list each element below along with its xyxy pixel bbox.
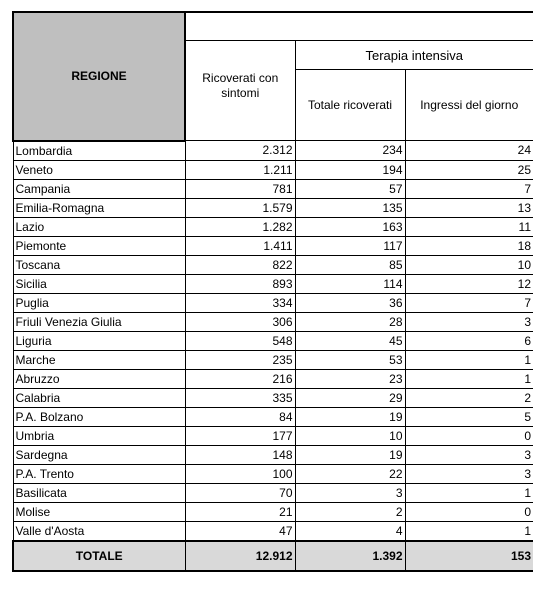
ingressi-cell: 5 [405,407,533,426]
table-row [13,426,533,445]
region-cell: Toscana [13,255,185,274]
region-cell: Valle d'Aosta [13,521,185,541]
table-row [13,483,533,502]
ingressi-cell: 13 [405,198,533,217]
terapia-totale-cell: 53 [295,350,405,369]
terapia-totale-cell: 23 [295,369,405,388]
region-cell: Basilicata [13,483,185,502]
ingressi-cell: 3 [405,464,533,483]
region-cell: Sicilia [13,274,185,293]
table-row [13,236,533,255]
ingressi-cell: 11 [405,217,533,236]
total-label: TOTALE [13,541,185,571]
ricoverati-cell: 70 [185,483,295,502]
terapia-totale-cell: 85 [295,255,405,274]
regional-hospital-table [12,11,533,572]
terapia-totale-cell: 10 [295,426,405,445]
table-row [13,350,533,369]
terapia-totale-cell: 234 [295,141,405,161]
terapia-totale-cell: 163 [295,217,405,236]
terapia-totale-cell: 2 [295,502,405,521]
region-cell: Friuli Venezia Giulia [13,312,185,331]
ingressi-cell: 3 [405,445,533,464]
ingressi-cell: 3 [405,312,533,331]
ricoverati-cell: 235 [185,350,295,369]
region-cell: Umbria [13,426,185,445]
region-cell: Puglia [13,293,185,312]
column-header-ricoverati: Ricoverati con sintomi [185,41,295,141]
total-terapia-totale: 1.392 [295,541,405,571]
table-body [13,141,533,541]
table-row [13,445,533,464]
total-row [13,541,533,571]
ricoverati-cell: 822 [185,255,295,274]
terapia-totale-cell: 36 [295,293,405,312]
table-row [13,160,533,179]
table-row [13,255,533,274]
terapia-totale-cell: 19 [295,445,405,464]
table-row [13,502,533,521]
ricoverati-cell: 2.312 [185,141,295,161]
terapia-totale-cell: 114 [295,274,405,293]
terapia-totale-cell: 28 [295,312,405,331]
region-cell: Sardegna [13,445,185,464]
region-cell: Liguria [13,331,185,350]
table-row [13,198,533,217]
region-cell: P.A. Bolzano [13,407,185,426]
ingressi-cell: 6 [405,331,533,350]
ingressi-cell: 0 [405,502,533,521]
ricoverati-cell: 548 [185,331,295,350]
table-row [13,312,533,331]
ingressi-cell: 7 [405,179,533,198]
table-row [13,331,533,350]
column-header-totale-ricoverati: Totale ricoverati [295,70,405,141]
table-row [13,464,533,483]
regional-data-sheet [12,11,532,572]
ricoverati-cell: 781 [185,179,295,198]
terapia-totale-cell: 29 [295,388,405,407]
ingressi-cell: 18 [405,236,533,255]
table-row [13,369,533,388]
terapia-totale-cell: 57 [295,179,405,198]
table-row [13,217,533,236]
region-cell: Lazio [13,217,185,236]
terapia-totale-cell: 135 [295,198,405,217]
ingressi-cell: 24 [405,141,533,161]
ricoverati-cell: 1.579 [185,198,295,217]
ricoverati-cell: 216 [185,369,295,388]
ricoverati-cell: 334 [185,293,295,312]
table-row [13,293,533,312]
region-cell: Campania [13,179,185,198]
ricoverati-cell: 177 [185,426,295,445]
ricoverati-cell: 148 [185,445,295,464]
ingressi-cell: 2 [405,388,533,407]
region-cell: Veneto [13,160,185,179]
ricoverati-cell: 1.282 [185,217,295,236]
ricoverati-cell: 84 [185,407,295,426]
region-cell: Emilia-Romagna [13,198,185,217]
ricoverati-cell: 1.211 [185,160,295,179]
terapia-totale-cell: 194 [295,160,405,179]
terapia-totale-cell: 117 [295,236,405,255]
table-row [13,274,533,293]
ingressi-cell: 25 [405,160,533,179]
terapia-totale-cell: 4 [295,521,405,541]
ingressi-cell: 10 [405,255,533,274]
terapia-totale-cell: 19 [295,407,405,426]
ingressi-cell: 1 [405,369,533,388]
ingressi-cell: 7 [405,293,533,312]
region-cell: Molise [13,502,185,521]
ingressi-cell: 0 [405,426,533,445]
region-cell: Lombardia [13,141,185,161]
ingressi-cell: 1 [405,350,533,369]
ricoverati-cell: 306 [185,312,295,331]
table-row [13,407,533,426]
region-cell: P.A. Trento [13,464,185,483]
region-cell: Calabria [13,388,185,407]
region-cell: Piemonte [13,236,185,255]
table-row [13,388,533,407]
ricoverati-cell: 893 [185,274,295,293]
terapia-totale-cell: 22 [295,464,405,483]
column-header-region: REGIONE [13,12,185,141]
ricoverati-cell: 100 [185,464,295,483]
ricoverati-cell: 335 [185,388,295,407]
ricoverati-cell: 47 [185,521,295,541]
total-ingressi: 153 [405,541,533,571]
ricoverati-cell: 21 [185,502,295,521]
table-row [13,179,533,198]
ricoverati-cell: 1.411 [185,236,295,255]
terapia-totale-cell: 3 [295,483,405,502]
table-row [13,521,533,541]
group-header-terapia-intensiva: Terapia intensiva [295,41,533,70]
ingressi-cell: 12 [405,274,533,293]
column-header-ingressi: Ingressi del giorno [405,70,533,141]
total-ricoverati: 12.912 [185,541,295,571]
region-cell: Marche [13,350,185,369]
ingressi-cell: 1 [405,483,533,502]
ingressi-cell: 1 [405,521,533,541]
header-top-band [185,12,533,41]
terapia-totale-cell: 45 [295,331,405,350]
table-row [13,141,533,161]
region-cell: Abruzzo [13,369,185,388]
